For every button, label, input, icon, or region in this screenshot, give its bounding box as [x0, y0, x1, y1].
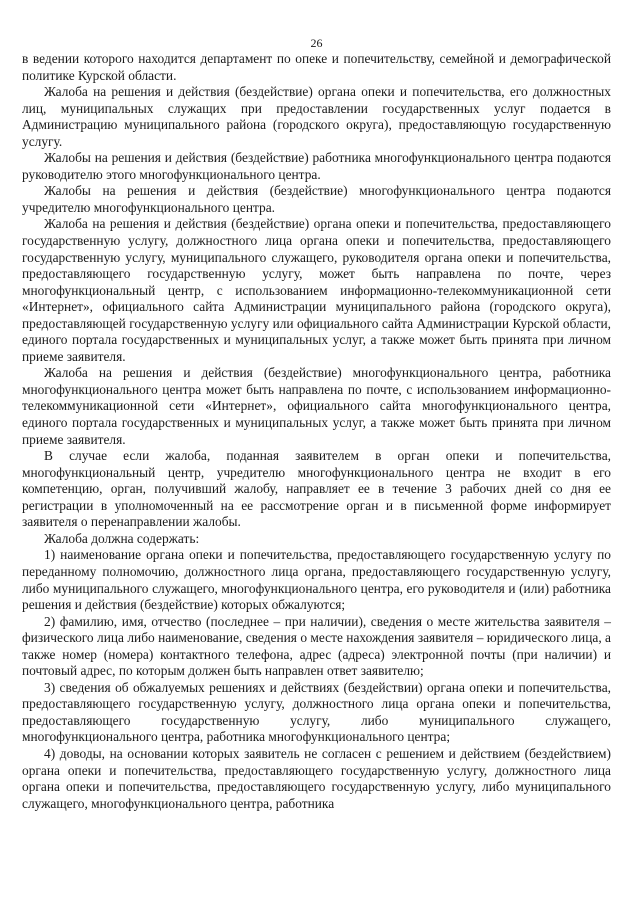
document-body [22, 51, 611, 812]
paragraph-complaint-mfc: Жалобы на решения и действия (бездействие) многофункционального центра подаются учредителю многофункционального центра. [22, 183, 611, 215]
list-item-2: 2) фамилию, имя, отчество (последнее – при наличии), сведения о месте жительства заявителя – физического лица либо наименование, сведения о месте нахождения заявителя – юридического лица, а также номер (номера) контактного телефона, адрес (адреса) электронной почты (при наличии) и почтовый адрес, по которым должен быть направлен ответ заявителю; [22, 613, 611, 679]
paragraph-continuation: в ведении которого находится департамент по опеке и попечительству, семейной и демографической политике Курской области. [22, 51, 611, 83]
paragraph-complaint-redirection: В случае если жалоба, поданная заявителем в орган опеки и попечительства, многофункциональный центр, учредителю многофункционального центра не входит в его компетенцию, орган, получивший жалобу, направляет ее в течение 3 рабочих дней со дня ее регистрации в уполномоченный на ее рассмотрение орган и в письменной форме информирует заявителя о перенаправлении жалобы. [22, 448, 611, 530]
paragraph-complaint-submission-methods: Жалоба на решения и действия (бездействие) органа опеки и попечительства, предоставляющего государственную услугу, должностного лица органа опеки и попечительства, предоставляющего государственную услугу, муниципального служащего, руководителя органа опеки и попечительства, предоставляющего государственную услугу, может быть направлена по почте, через многофункциональный центр, с использованием информационно-телекоммуникационной сети «Интернет», официального сайта Администрации муниципального района (городского округа), предоставляющей государственную услугу или официального сайта Администрации Курской области, единого портала государственных и муниципальных услуг, а также может быть принята при личном приеме заявителя. [22, 216, 611, 364]
page-number: 26 [310, 36, 323, 50]
paragraph-complaint-contents-intro: Жалоба должна содержать: [44, 530, 200, 546]
paragraph-complaint-mfc-submission: Жалоба на решения и действия (бездействие) многофункционального центра, работника многофункционального центра может быть направлена по почте, с использованием информационно-телекоммуникационной сети «Интернет», официального сайта многофункционального центра, единого портала государственных и муниципальных услуг, а также может быть принята при личном приеме заявителя. [22, 365, 611, 447]
paragraph-complaint-mfc-employee: Жалобы на решения и действия (бездействие) работника многофункционального центра подаются руководителю этого многофункционального центра. [22, 150, 611, 182]
list-item-3: 3) сведения об обжалуемых решениях и действиях (бездействии) органа опеки и попечительства, предоставляющего государственную услугу, должностного лица органа опеки и попечительства, предоставляющего государственную услугу, либо муниципального служащего, многофункционального центра, работника многофункционального центра; [22, 679, 611, 745]
list-item-4: 4) доводы, на основании которых заявитель не согласен с решением и действием (бездействием) органа опеки и попечительства, предоставляющего государственную услугу, должностного лица органа опеки и попечительства, предоставляющего государственную услугу, либо муниципального служащего, многофункционального центра, работника [22, 745, 611, 811]
list-item-1: 1) наименование органа опеки и попечительства, предоставляющего государственную услугу по переданному полномочию, должностного лица органа, предоставляющего государственную услугу, либо муниципального служащего, многофункционального центра, его руководителя и (или) работника решения и действия (бездействие) которых обжалуются; [22, 547, 611, 613]
paragraph-complaint-guardianship-authority: Жалоба на решения и действия (бездействие) органа опеки и попечительства, его должностных лиц, муниципальных служащих при предоставлении государственных услуг подается в Администрацию муниципального района (городского округа), предоставляющую государственную услугу. [22, 84, 611, 149]
